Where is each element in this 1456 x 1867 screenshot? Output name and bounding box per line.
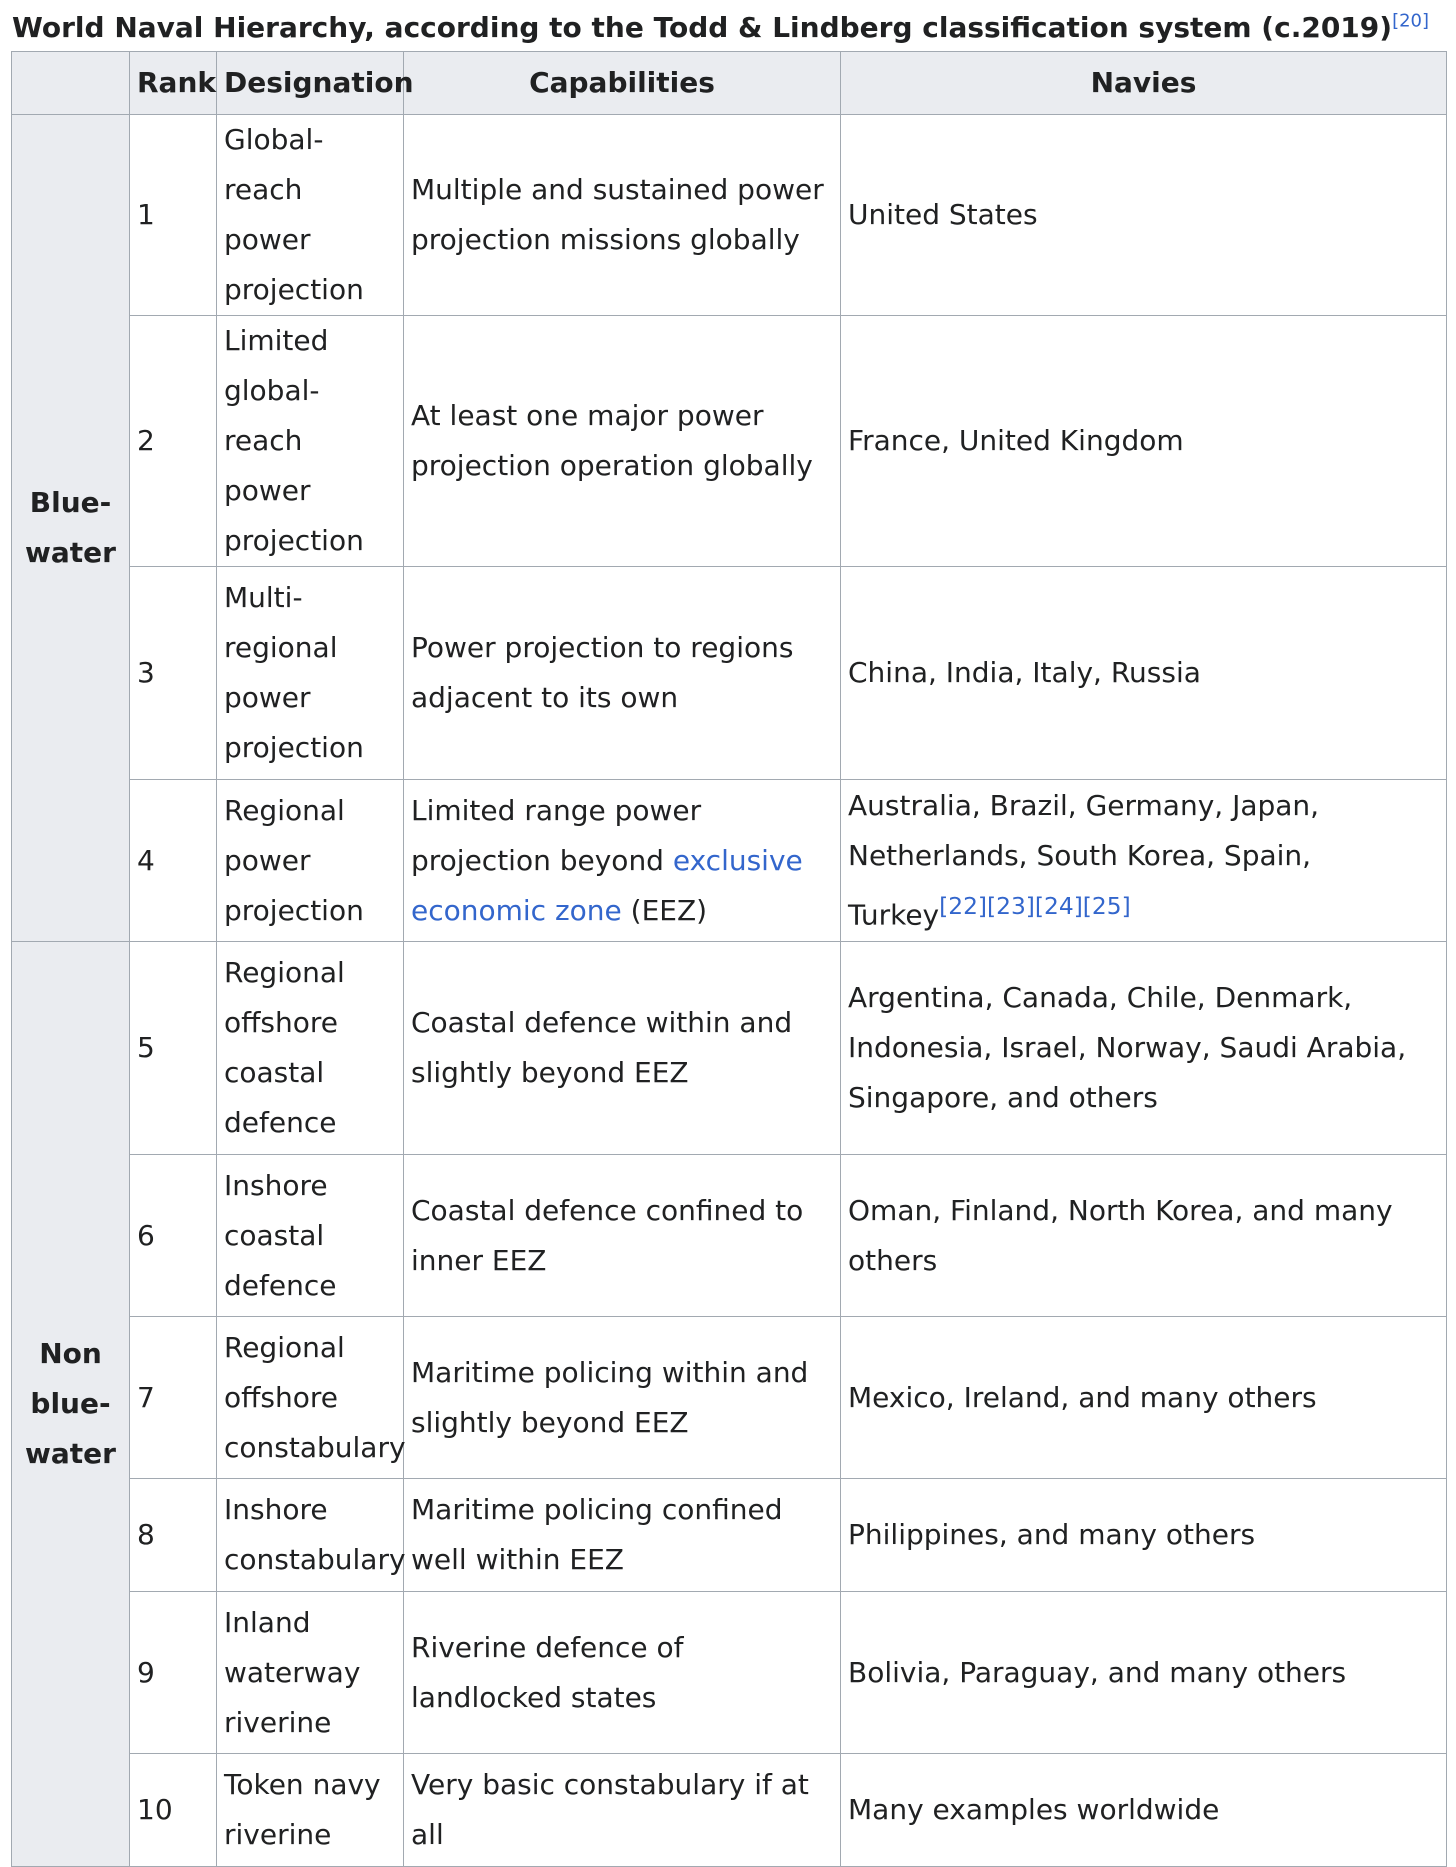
designation-cell: Inshore coastal defence [217, 1155, 404, 1317]
navies-cell: Argentina, Canada, Chile, Denmark, Indonesia, Israel, Norway, Saudi Arabia, Singapore, and others [841, 942, 1447, 1155]
navies-cell: Bolivia, Paraguay, and many others [841, 1592, 1447, 1754]
navies-cell: Oman, Finland, North Korea, and many others [841, 1155, 1447, 1317]
reference-link-23[interactable]: [23] [987, 891, 1035, 920]
capabilities-text-suffix: (EEZ) [621, 893, 708, 927]
table-caption [12, 8, 1442, 48]
header-rank: Rank [130, 52, 217, 115]
table-row [12, 115, 1447, 316]
capabilities-cell: Multiple and sustained power projection missions globally [404, 115, 841, 316]
table-row [12, 942, 1447, 1155]
header-group [12, 52, 130, 115]
capabilities-cell: Riverine defence of landlocked states [404, 1592, 841, 1754]
designation-cell: Regional power projection [217, 780, 404, 942]
designation-cell: Limited global-reach power projection [217, 316, 404, 567]
exclusive-economic-zone-link[interactable]: exclusive economic zone [411, 843, 803, 927]
reference-link-22[interactable]: [22] [939, 891, 988, 920]
capabilities-text: Limited range power projection beyond [411, 793, 702, 877]
navies-cell: Many examples worldwide [841, 1754, 1447, 1867]
rank-cell: 7 [130, 1317, 217, 1479]
rank-cell: 5 [130, 942, 217, 1155]
navies-cell: Mexico, Ireland, and many others [841, 1317, 1447, 1479]
navies-cell: United States [841, 115, 1447, 316]
navies-cell: China, India, Italy, Russia [841, 567, 1447, 780]
capabilities-cell: Maritime policing confined well within EEZ [404, 1479, 841, 1592]
rank-cell: 6 [130, 1155, 217, 1317]
navies-cell [841, 780, 1447, 942]
designation-cell: Regional offshore constabulary [217, 1317, 404, 1479]
header-row [12, 52, 1447, 115]
table-row [12, 567, 1447, 780]
designation-cell: Regional offshore coastal defence [217, 942, 404, 1155]
header-navies: Navies [841, 52, 1447, 115]
header-designation: Designation [217, 52, 404, 115]
designation-cell: Multi-regional power projection [217, 567, 404, 780]
designation-cell: Global-reach power projection [217, 115, 404, 316]
caption-title: World Naval Hierarchy, according to the Todd & Lindberg classification system (c.2019) [12, 11, 1393, 44]
designation-cell: Inland waterway riverine [217, 1592, 404, 1754]
naval-hierarchy-table [11, 51, 1447, 1867]
group-non-blue-water: Non blue-water [12, 942, 130, 1867]
capabilities-cell: Maritime policing within and slightly beyond EEZ [404, 1317, 841, 1479]
table-row [12, 1754, 1447, 1867]
capabilities-cell: Coastal defence within and slightly beyond EEZ [404, 942, 841, 1155]
navies-text: Australia, Brazil, Germany, Japan, Netherlands, South Korea, Spain, Turkey [848, 788, 1320, 932]
rank-cell: 10 [130, 1754, 217, 1867]
table-row [12, 1592, 1447, 1754]
capabilities-cell: At least one major power projection operation globally [404, 316, 841, 567]
table-row [12, 1479, 1447, 1592]
capabilities-cell: Very basic constabulary if at all [404, 1754, 841, 1867]
capabilities-cell: Coastal defence confined to inner EEZ [404, 1155, 841, 1317]
rank-cell: 4 [130, 780, 217, 942]
capabilities-cell: Power projection to regions adjacent to its own [404, 567, 841, 780]
rank-cell: 8 [130, 1479, 217, 1592]
navies-cell: France, United Kingdom [841, 316, 1447, 567]
navies-cell: Philippines, and many others [841, 1479, 1447, 1592]
rank-cell: 3 [130, 567, 217, 780]
group-blue-water: Blue-water [12, 115, 130, 942]
rank-cell: 9 [130, 1592, 217, 1754]
designation-cell: Inshore constabulary [217, 1479, 404, 1592]
reference-link-25[interactable]: [25] [1082, 891, 1131, 920]
designation-cell: Token navy riverine [217, 1754, 404, 1867]
header-capabilities: Capabilities [404, 52, 841, 115]
rank-cell: 1 [130, 115, 217, 316]
table-row [12, 780, 1447, 942]
capabilities-cell [404, 780, 841, 942]
table-row [12, 316, 1447, 567]
caption-reference-link[interactable]: [20] [1392, 10, 1430, 32]
table-row [12, 1317, 1447, 1479]
rank-cell: 2 [130, 316, 217, 567]
reference-link-24[interactable]: [24] [1034, 891, 1083, 920]
table-row [12, 1155, 1447, 1317]
